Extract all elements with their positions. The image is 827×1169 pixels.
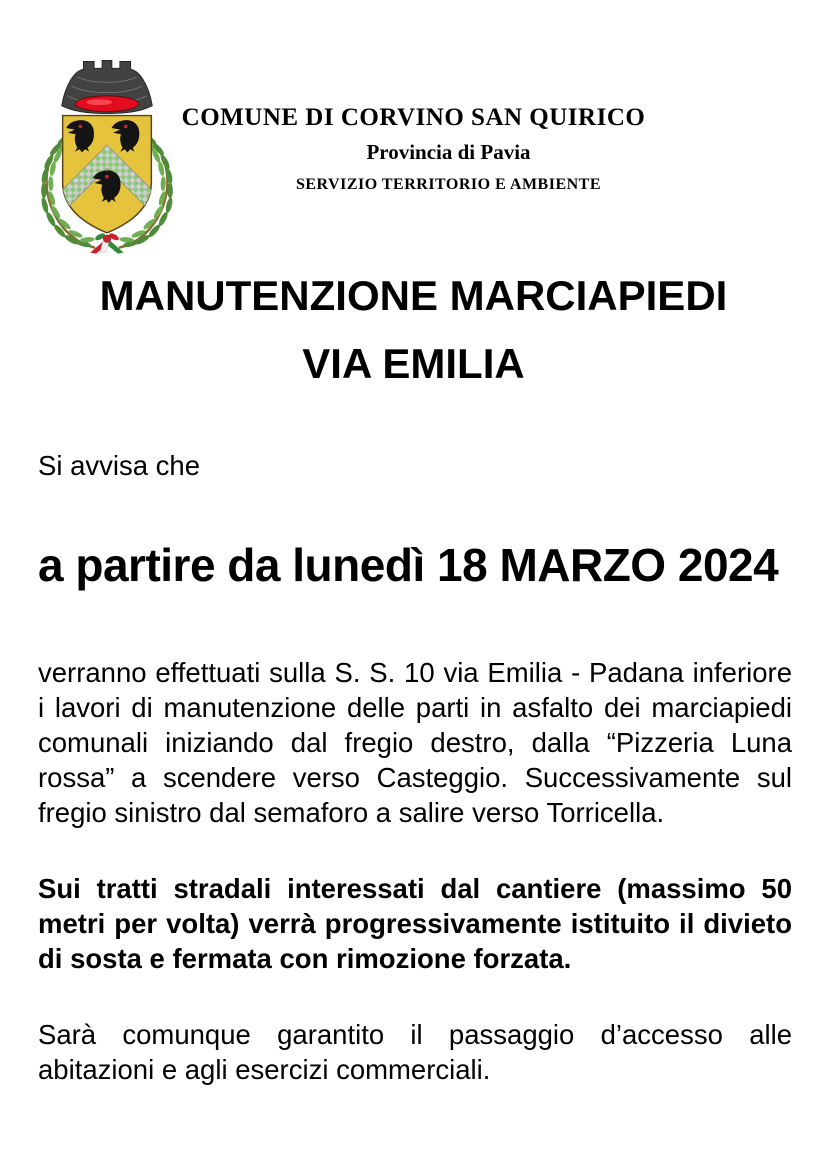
department-name: SERVIZIO TERRITORIO E AMBIENTE — [295, 176, 602, 193]
intro-text: Si avvisa che — [38, 450, 201, 481]
municipality-name: COMUNE DI CORVINO SAN QUIRICO — [181, 104, 646, 131]
effective-date-heading: a partire da lunedì 18 MARZO 2024 — [38, 539, 779, 591]
notice-title-line2: VIA EMILIA — [302, 340, 525, 387]
works-paragraph: verranno effettuati sulla S. S. 10 via Emilia - Padana inferiore i lavori di manutenzione delle parti in asfalto dei marciapiedi comunali iniziando dal fregio destro, dalla “Pizzeria Luna rossa” a scendere verso Casteggio. Successivamente sul fregio sinistro dal semaforo a salire verso Torricella. — [38, 657, 792, 828]
tricolor-ribbon — [90, 232, 124, 254]
restrictions-paragraph: Sui tratti stradali interessati dal cantiere (massimo 50 metri per volta) verrà progressivamente istituito il divieto di sosta e fermata con rimozione forzata. — [38, 873, 792, 974]
notice-title-line1: MANUTENZIONE MARCIAPIEDI — [99, 272, 728, 319]
province-name: Provincia di Pavia — [366, 140, 531, 164]
access-paragraph: Sarà comunque garantito il passaggio d’accesso alle abitazioni e agli esercizi commerciali. — [38, 1019, 792, 1085]
